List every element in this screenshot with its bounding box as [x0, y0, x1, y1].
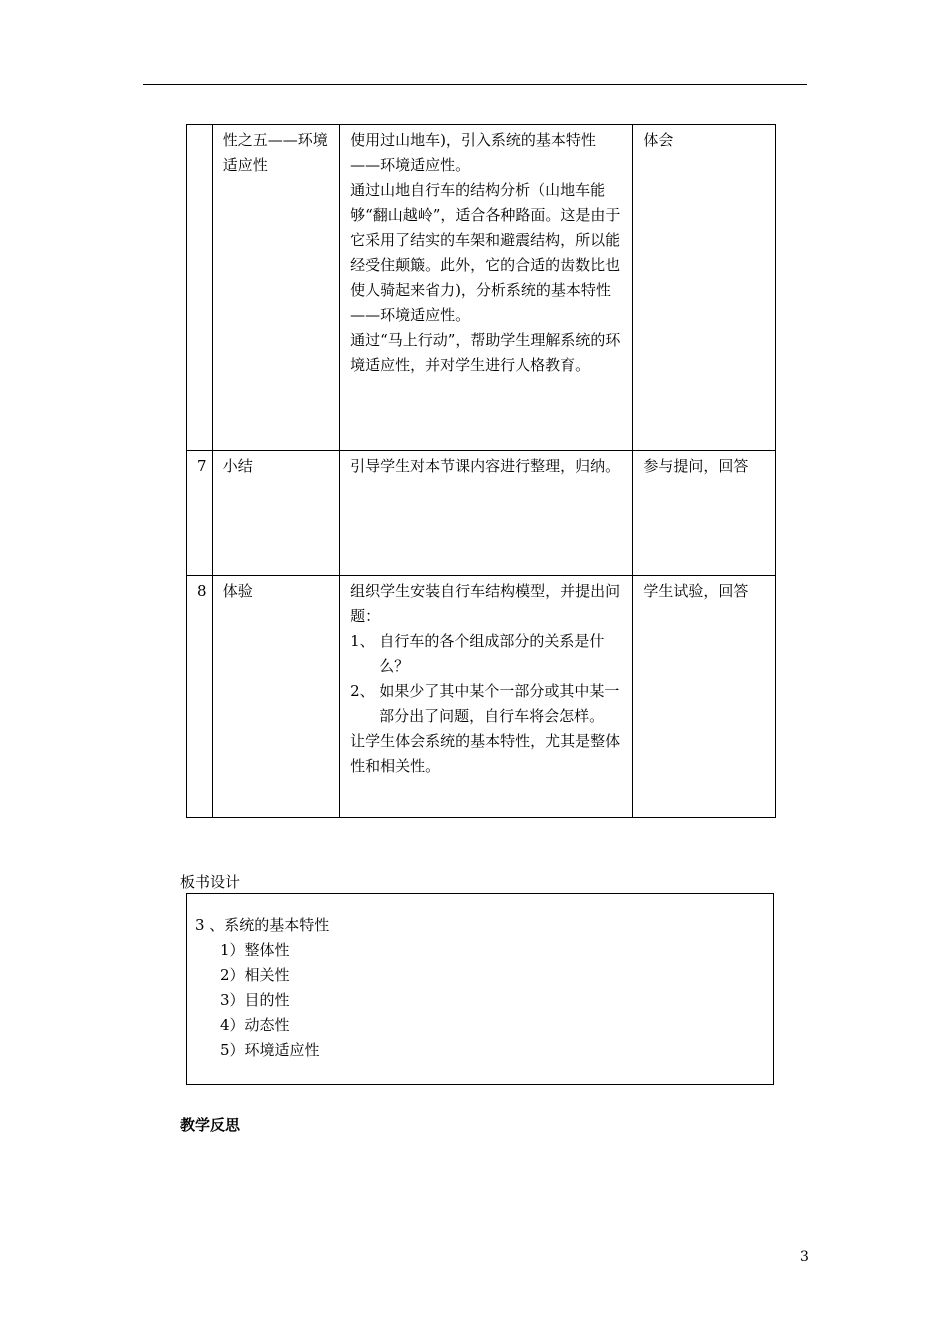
table-row [187, 125, 776, 451]
page-number: 3 [800, 1249, 809, 1265]
board-design-item: 2）相关性 [220, 966, 290, 984]
teacher-activity-intro: 组织学生安装自行车结构模型，并提出问题： [350, 582, 621, 625]
board-design-label: 板书设计 [180, 873, 241, 891]
step-number-cell: 7 [187, 451, 213, 576]
teacher-activity-cell [340, 576, 633, 818]
student-activity-cell: 参与提问，回答 [633, 451, 776, 576]
board-design-item: 4）动态性 [220, 1016, 290, 1034]
step-number-cell: 8 [187, 576, 213, 818]
table-row [187, 451, 776, 576]
teacher-activity-paragraph: 通过山地自行车的结构分析（山地车能够“翻山越岭”，适合各种路面。这是由于它采用了结实的车架和避震结构，所以能经受住颠簸。此外，它的合适的齿数比也使人骑起来省力)，分析系统的基本特性——环境适应性。 [350, 181, 621, 324]
teacher-activity-paragraph: 通过“马上行动”，帮助学生理解系统的环境适应性，并对学生进行人格教育。 [350, 331, 621, 374]
teacher-activity-outro: 让学生体会系统的基本特性，尤其是整体性和相关性。 [350, 732, 621, 775]
teacher-activity-cell [340, 451, 633, 576]
header-rule [143, 84, 807, 85]
step-number-cell [187, 125, 213, 451]
board-design-box [186, 893, 774, 1085]
step-title-cell: 小结 [212, 451, 339, 576]
teacher-activity-paragraph: 使用过山地车)，引入系统的基本特性——环境适应性。 [350, 131, 596, 174]
board-design-item: 3）目的性 [220, 991, 290, 1009]
board-design-heading: 3 、系统的基本特性 [195, 916, 330, 934]
student-activity-cell: 体会 [633, 125, 776, 451]
teaching-reflection-heading: 教学反思 [180, 1116, 241, 1134]
board-design-item: 5）环境适应性 [220, 1041, 320, 1059]
table-row [187, 576, 776, 818]
question-item: 1、 自行车的各个组成部分的关系是什么？ [350, 632, 605, 675]
teacher-activity-cell [340, 125, 633, 451]
teacher-activity-paragraph: 引导学生对本节课内容进行整理，归纳。 [350, 457, 621, 475]
student-activity-cell: 学生试验，回答 [633, 576, 776, 818]
question-item: 2、 如果少了其中某个一部分或其中某一部分出了问题，自行车将会怎样。 [350, 682, 620, 725]
board-design-item: 1）整体性 [220, 941, 290, 959]
lesson-plan-table [186, 124, 776, 818]
step-title-cell: 体验 [212, 576, 339, 818]
step-title-cell: 性之五——环境适应性 [212, 125, 339, 451]
